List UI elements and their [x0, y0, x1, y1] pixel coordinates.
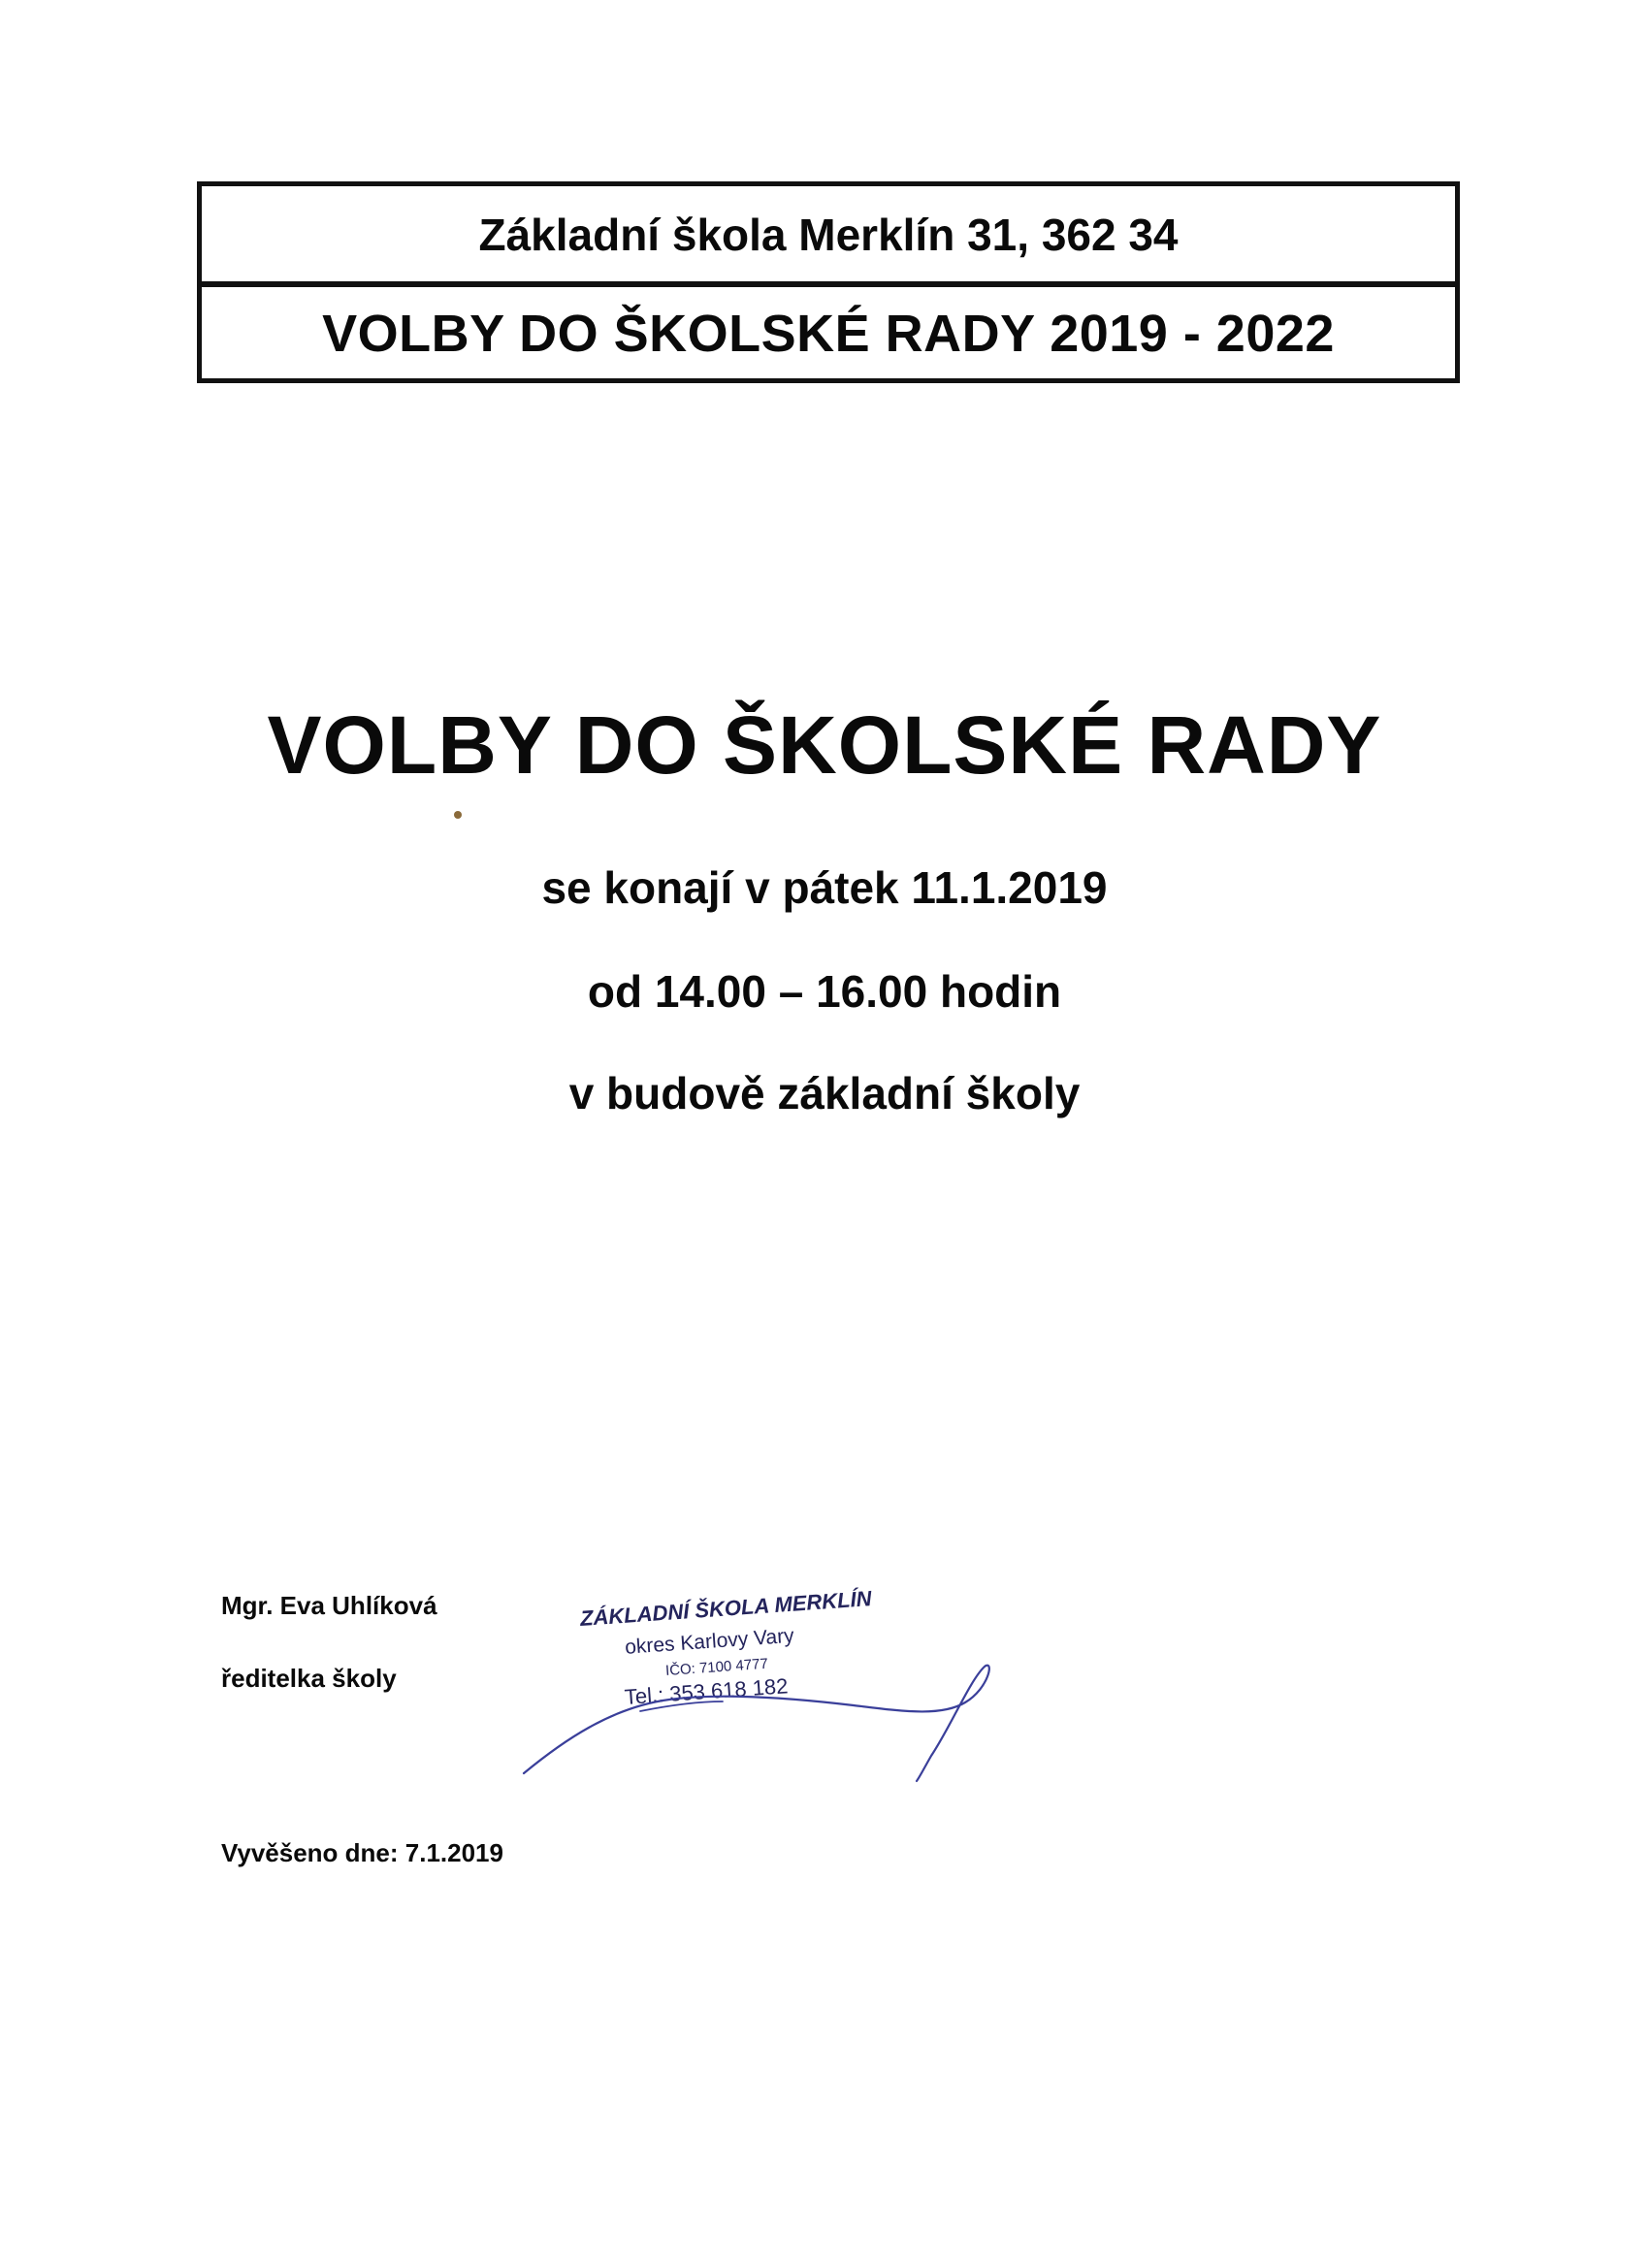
notice-date-line: se konají v pátek 11.1.2019 — [541, 862, 1108, 913]
stamp-line-district: okres Karlovy Vary — [624, 1624, 795, 1659]
signatory-role: ředitelka školy — [221, 1664, 397, 1693]
stamp-line-phone: Tel.: 353 618 182 — [624, 1673, 790, 1709]
header-box — [197, 181, 1460, 383]
ink-speck — [454, 811, 462, 819]
notice-time-line: od 14.00 – 16.00 hodin — [587, 966, 1062, 1017]
stamp-line-school: ZÁKLADNÍ ŠKOLA MERKLÍN — [579, 1586, 873, 1631]
school-name-line: Základní škola Merklín 31, 362 34 — [478, 210, 1179, 260]
posted-date: Vyvěšeno dne: 7.1.2019 — [221, 1838, 503, 1867]
signatory-name: Mgr. Eva Uhlíková — [221, 1591, 437, 1620]
stamp-line-ico: IČO: 7100 4777 — [664, 1655, 769, 1679]
notice-place-line: v budově základní školy — [568, 1068, 1081, 1118]
elections-period-line: VOLBY DO ŠKOLSKÉ RADY 2019 - 2022 — [322, 305, 1335, 363]
signature-mark — [504, 1649, 1009, 1785]
notice-title: VOLBY DO ŠKOLSKÉ RADY — [267, 699, 1382, 791]
